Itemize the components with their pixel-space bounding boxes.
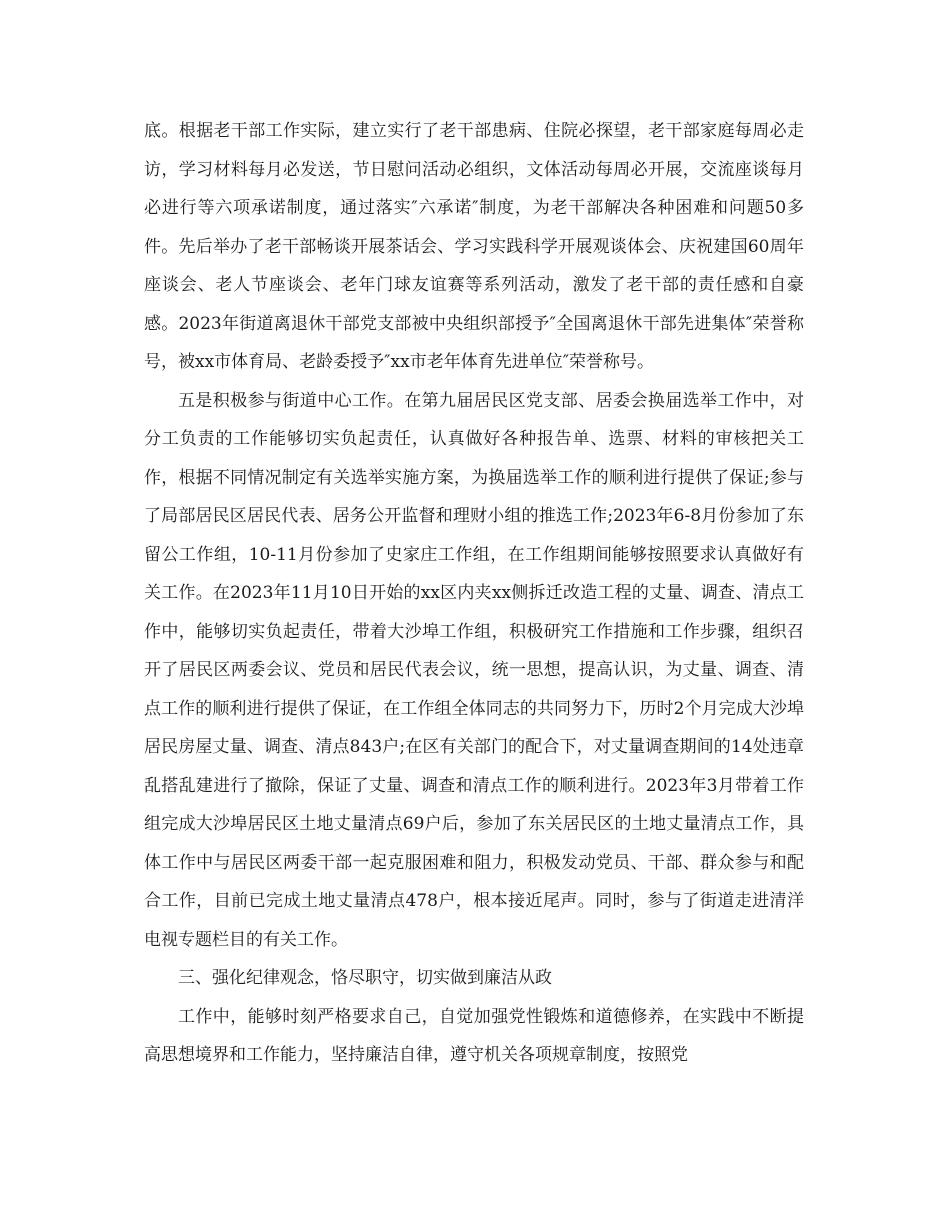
paragraph-continuation: 底。根据老干部工作实际，建立实行了老干部患病、住院必探望，老干部家庭每周必走访，学习材料每月必发送，节日慰问活动必组织，文体活动每周必开展，交流座谈每月必进行等六项承诺制度，通过落实″六承诺″制度，为老干部解决各种困难和问题50多件。先后举办了老干部畅谈开展茶话会、学习实践科学开展观谈体会、庆祝建国60周年座谈会、老人节座谈会、老年门球友谊赛等系列活动，激发了老干部的责任感和自豪感。2023年街道离退休干部党支部被中央组织部授予″全国离退休干部先进集体″荣誉称号，被xx市体育局、老龄委授予″xx市老年体育先进单位″荣誉称号。: [144, 121, 804, 372]
section-heading-discipline: 三、强化纪律观念，恪尽职守，切实做到廉洁从政: [178, 968, 552, 988]
paragraph-street-center-work: 五是积极参与街道中心工作。在第九届居民区党支部、居委会换届选举工作中，对分工负责的工作能够切实负起责任，认真做好各种报告单、选票、材料的审核把关工作，根据不同情况制定有关选举实施方案，为换届选举工作的顺利进行提供了保证;参与了局部居民区居民代表、居务公开监督和理财小组的推选工作;2023年6-8月份参加了东留公工作组，10-11月份参加了史家庄工作组，在工作组期间能够按照要求认真做好有关工作。在2023年11月10日开始的xx区内夹xx侧拆迁改造工程的丈量、调查、清点工作中，能够切实负起责任，带着大沙埠工作组，积极研究工作措施和工作步骤，组织召开了居民区两委会议、党员和居民代表会议，统一思想，提高认识，为丈量、调查、清点工作的顺利进行提供了保证，在工作组全体同志的共同努力下，历时2个月完成大沙埠居民房屋丈量、调查、清点843户;在区有关部门的配合下，对丈量调查期间的14处违章乱搭乱建进行了撤除，保证了丈量、调查和清点工作的顺利进行。2023年3月带着工作组完成大沙埠居民区土地丈量清点69户后，参加了东关居民区的土地丈量清点工作，具体工作中与居民区两委干部一起克服困难和阻力，积极发动党员、干部、群众参与和配合工作，目前已完成土地丈量清点478户，根本接近尾声。同时，参与了街道走进清洋电视专题栏目的有关工作。: [144, 390, 804, 950]
document-body: [144, 112, 804, 1075]
paragraph-self-discipline: 工作中，能够时刻严格要求自己，自觉加强党性锻炼和道德修养，在实践中不断提高思想境界和工作能力，坚持廉洁自律，遵守机关各项规章制度，按照党: [144, 1006, 804, 1065]
